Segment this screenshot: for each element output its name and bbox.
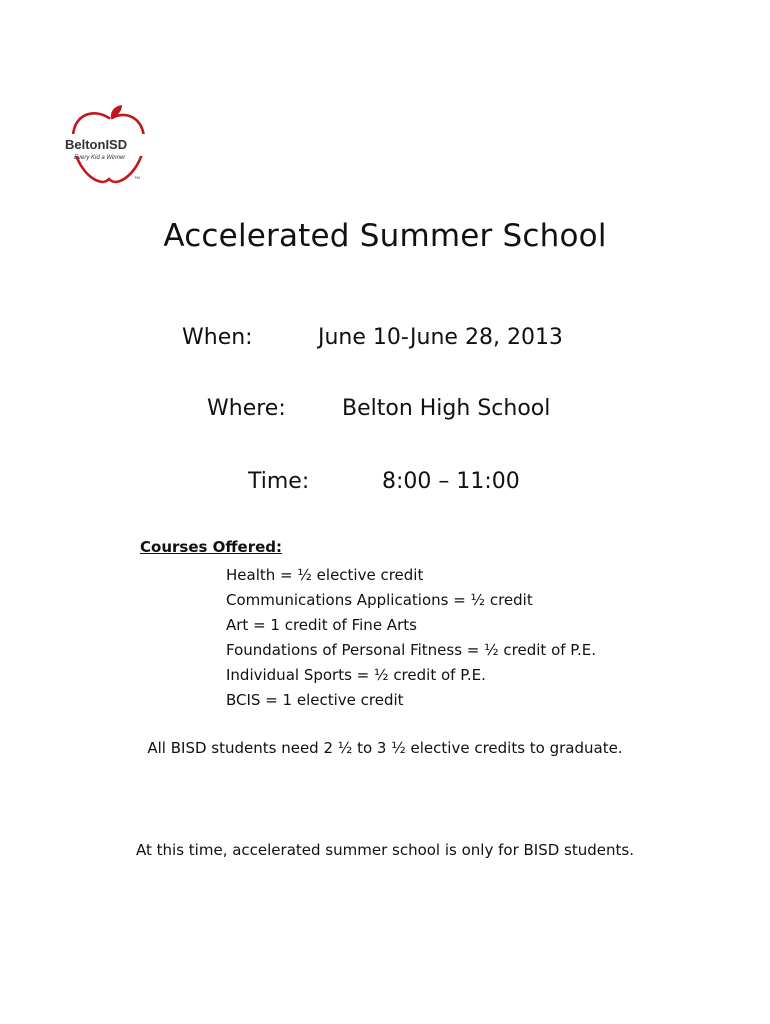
courses-section xyxy=(140,538,597,709)
when-label: When: xyxy=(182,325,253,350)
course-item: Individual Sports = ½ credit of P.E. xyxy=(226,666,486,684)
course-item: Art = 1 credit of Fine Arts xyxy=(226,616,417,634)
time-value: 8:00 – 11:00 xyxy=(382,469,520,494)
when-value: June 10-June 28, 2013 xyxy=(318,325,563,350)
logo-brand-text: BeltonISD xyxy=(65,137,128,152)
course-item: Foundations of Personal Fitness = ½ credit of P.E. xyxy=(226,641,597,659)
courses-heading: Courses Offered: xyxy=(140,538,283,556)
apple-logo-icon xyxy=(64,104,154,186)
course-item: Communications Applications = ½ credit xyxy=(226,591,533,609)
page-title: Accelerated Summer School xyxy=(163,218,607,254)
where-label: Where: xyxy=(207,396,286,421)
course-item: BCIS = 1 elective credit xyxy=(226,691,404,709)
logo-trademark-text: TM xyxy=(134,175,140,180)
where-value: Belton High School xyxy=(342,396,551,421)
time-label: Time: xyxy=(248,469,310,494)
belton-isd-logo xyxy=(64,104,154,186)
course-item: Health = ½ elective credit xyxy=(226,566,424,584)
logo-tagline-text: Every Kid a Winner xyxy=(74,155,126,161)
course-list xyxy=(226,563,596,713)
credits-note: All BISD students need 2 ½ to 3 ½ elective credits to graduate. xyxy=(147,739,623,757)
eligibility-note: At this time, accelerated summer school is only for BISD students. xyxy=(136,841,634,859)
